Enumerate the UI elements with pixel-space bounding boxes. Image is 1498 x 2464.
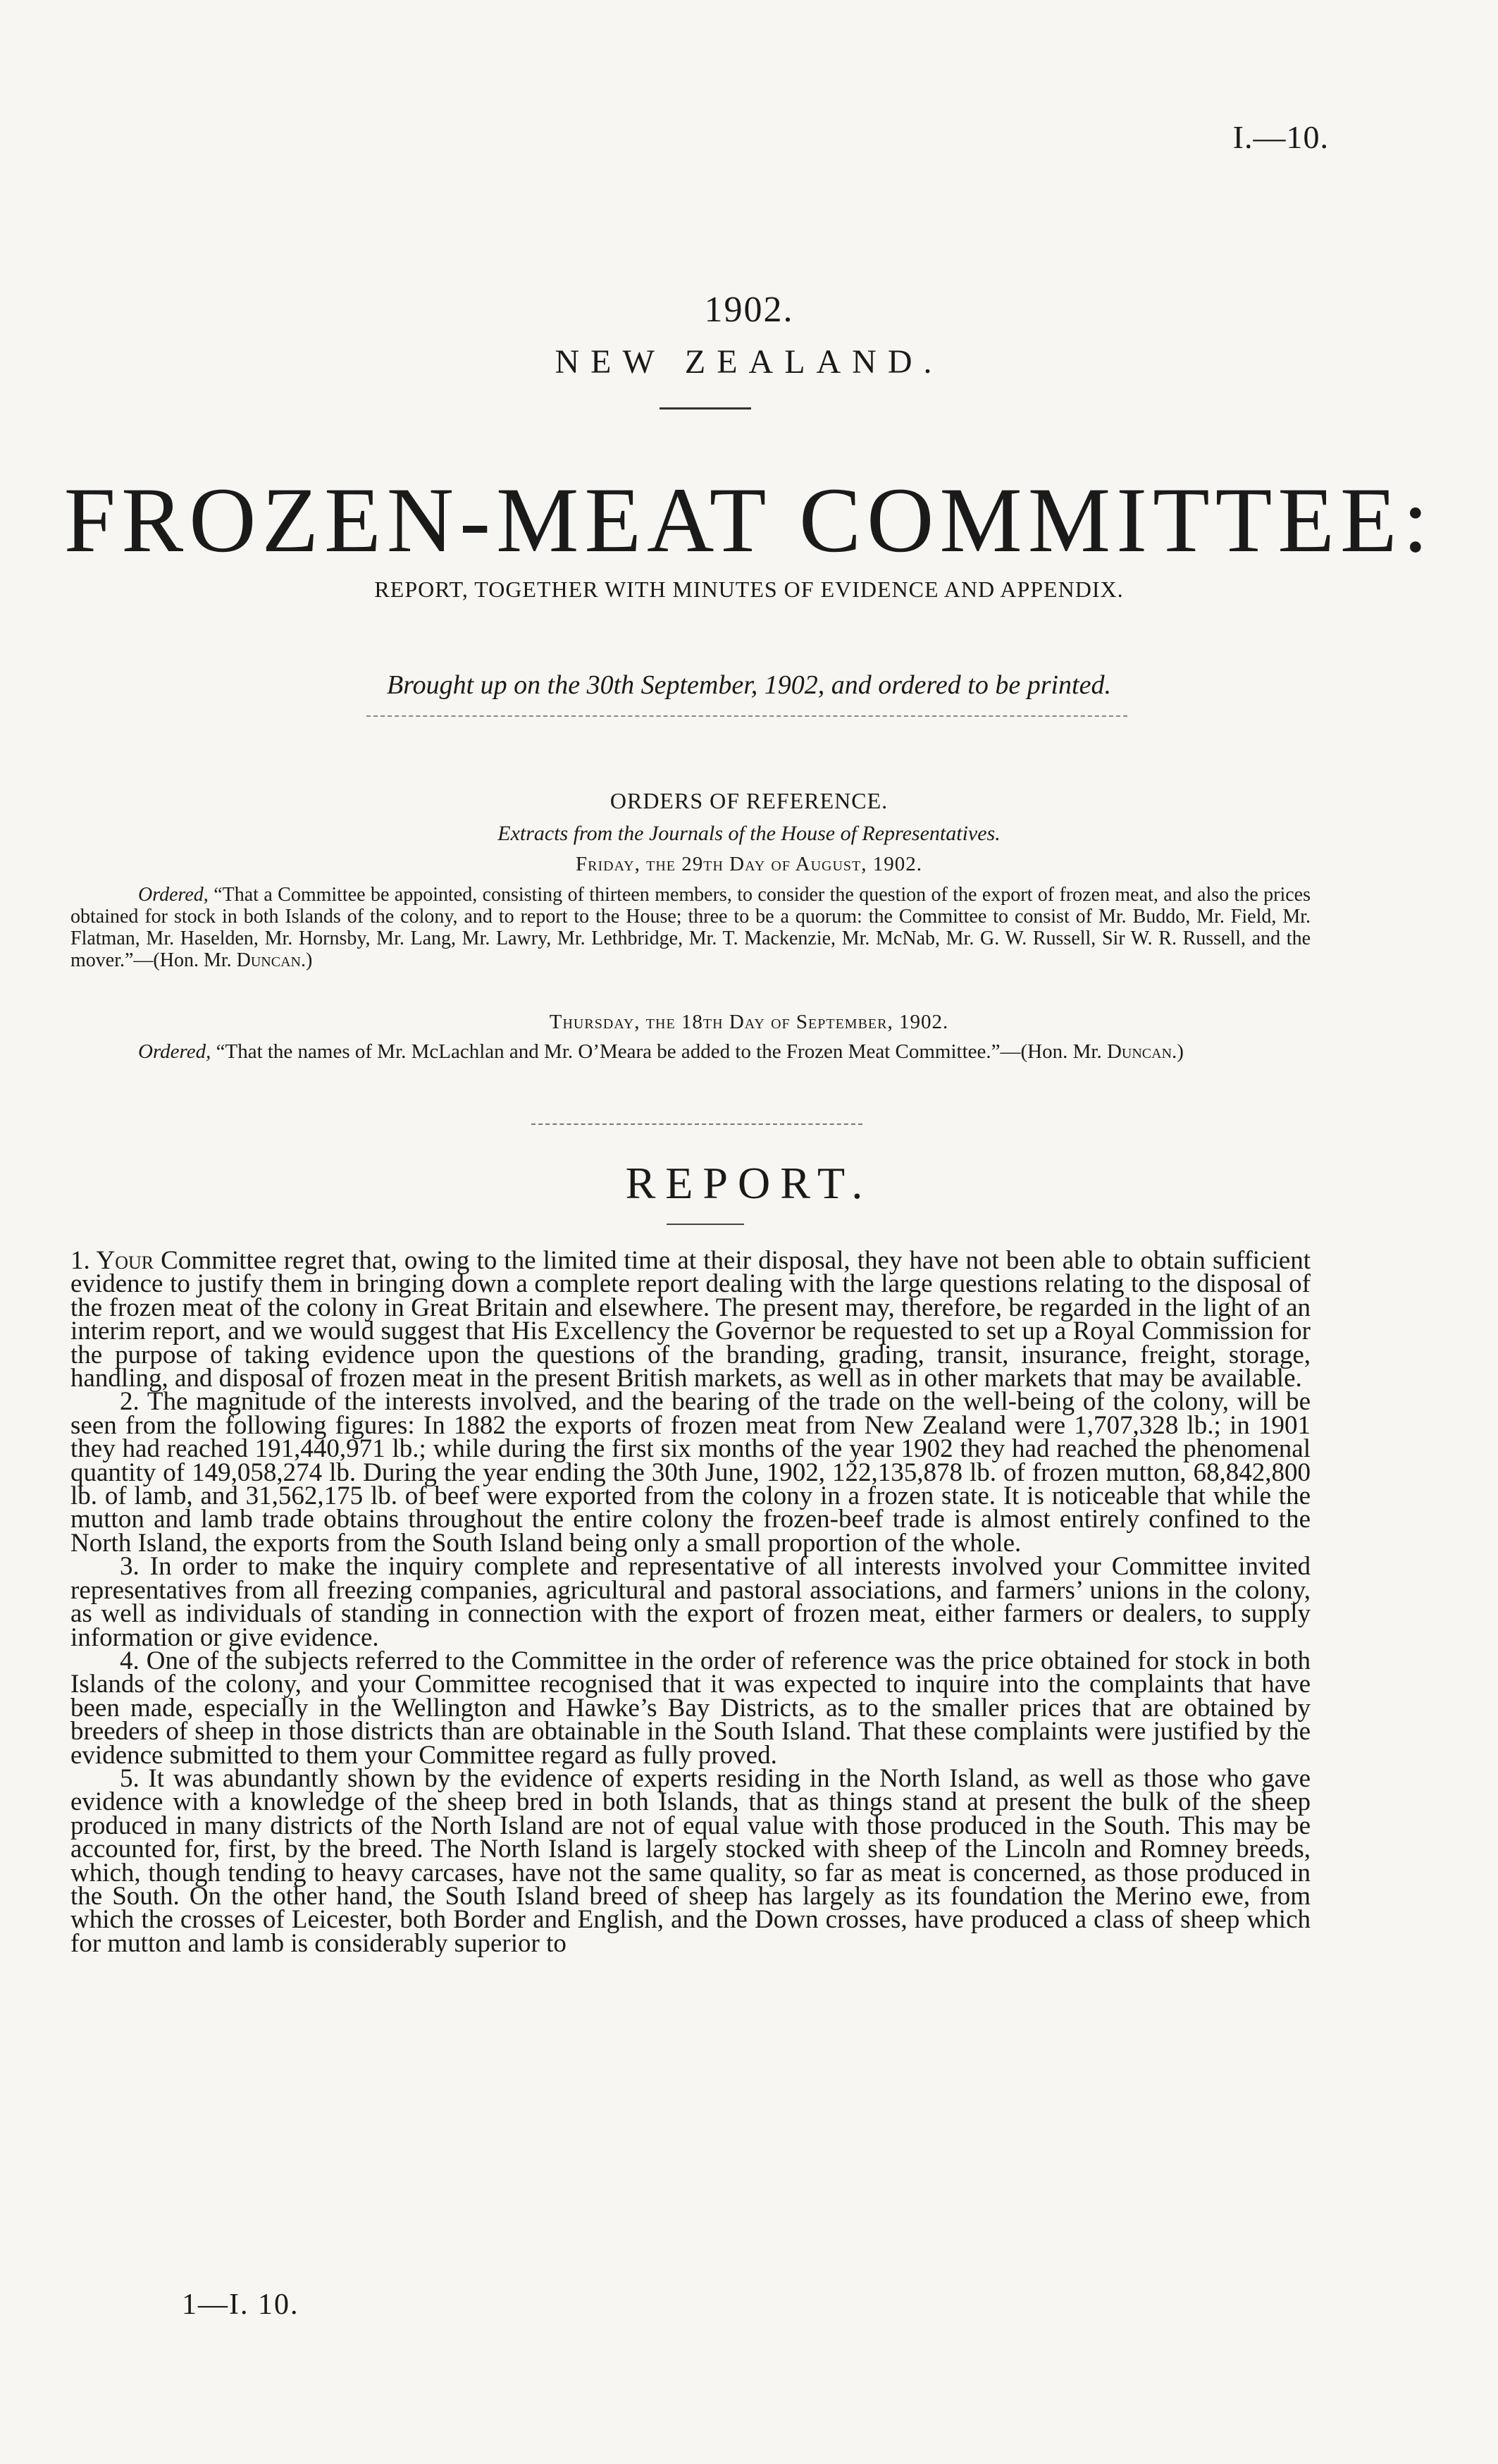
page-title: FROZEN-MEAT COMMITTEE: bbox=[63, 468, 1435, 572]
order-date: Friday, the 29th Day of August, 1902. bbox=[576, 853, 922, 875]
report-paragraph: 3. In order to make the inquiry complete and representative of all interests involved your Committee invited representatives from all freezing companies, agricultural and pastoral associations, and farmers’ unions in the colony, as well as individuals of standing in connection with the export of frozen meat, either farmers or dealers, to supply information or give evidence. bbox=[70, 1552, 1311, 1652]
orders-heading: ORDERS OF REFERENCE. bbox=[609, 788, 889, 813]
report-paragraph bbox=[70, 1246, 1311, 1393]
divider bbox=[667, 1224, 744, 1225]
order-date: Thursday, the 18th Day of September, 1902. bbox=[549, 1011, 949, 1033]
report-paragraph: 5. It was abundantly shown by the evidence of experts residing in the North Island, as well as those who gave evidence with a knowledge of the sheep bred in both Islands, that as things stand at present the bulk of the sheep produced in many districts of the North Island are not of equal value with those produced in the South. This may be accounted for, first, by the breed. The North Island is largely stocked with sheep of the Lincoln and Romney breeds, which, though tending to heavy carcases, have not the same quality, so far as meat is concerned, as those produced in the South. On the other hand, the South Island breed of sheep has largely as its foundation the Merino ewe, from which the crosses of Leicester, both Border and English, and the Down crosses, have produced a class of sheep which for mutton and lamb is considerably superior to bbox=[70, 1763, 1311, 1958]
order-text: “That the names of Mr. McLachlan and Mr. O’Meara be added to the Frozen Meat Committee.”—(Hon. Mr. bbox=[211, 1040, 1107, 1063]
year: 1902. bbox=[704, 290, 794, 330]
country-heading: NEW ZEALAND. bbox=[555, 343, 943, 381]
order-text: “That a Committee be appointed, consisting of thirteen members, to consider the question of the export of frozen meat, and also the prices obtained for stock in both Islands of the colony, and to report to the House; three to be a quorum: the Committee to consist of Mr. Buddo, Mr. Field, Mr. Flatman, Mr. Haselden, Mr. Hornsby, Mr. Lang, Mr. Lawry, Mr. Lethbridge, Mr. T. Mackenzie, Mr. McNab, Mr. G. W. Russell, Sir W. R. Russell, and the mover.”—(Hon. Mr. bbox=[70, 884, 1311, 971]
page-subtitle: REPORT, TOGETHER WITH MINUTES OF EVIDENCE AND APPENDIX. bbox=[374, 577, 1124, 602]
report-paragraph: 4. One of the subjects referred to the Committee in the order of reference was the price obtained for stock in both Islands of the colony, and your Committee recognised that it was expected to inquire into the complaints that have been made, especially in the Wellington and Hawke’s Bay Districts, as to the smaller prices that are obtained by breeders of sheep in those districts than are obtainable in the South Island. That these complaints were justified by the evidence submitted to them your Committee regard as fully proved. bbox=[70, 1646, 1311, 1770]
divider bbox=[660, 407, 751, 409]
report-body bbox=[70, 1246, 1311, 1958]
order-end: .) bbox=[1172, 1040, 1184, 1063]
divider bbox=[531, 1123, 862, 1125]
document-code: I.—10. bbox=[1232, 119, 1329, 155]
printer-signature: 1—I. 10. bbox=[182, 2289, 299, 2321]
order-paragraph bbox=[70, 884, 1311, 971]
report-heading: REPORT. bbox=[625, 1158, 873, 1208]
order-end: .) bbox=[300, 949, 313, 971]
mover-name: Duncan bbox=[236, 949, 301, 971]
ordered-label: Ordered, bbox=[138, 884, 209, 906]
mover-name: Duncan bbox=[1106, 1040, 1172, 1063]
brought-up-note: Brought up on the 30th September, 1902, and ordered to be printed. bbox=[387, 670, 1111, 700]
paragraph-lead: 1. Your bbox=[70, 1246, 154, 1275]
ordered-label: Ordered, bbox=[138, 1040, 211, 1063]
order-paragraph bbox=[70, 1040, 1311, 1063]
extracts-line: Extracts from the Journals of the House of Representatives. bbox=[497, 822, 1001, 845]
divider bbox=[366, 715, 1127, 717]
paragraph-text: Committee regret that, owing to the limited time at their disposal, they have not been able to obtain sufficient evidence to justify them in bringing down a complete report dealing with the large questions relating to the disposal of the frozen meat of the colony in Great Britain and elsewhere. The present may, therefore, be regarded in the light of an interim report, and we would suggest that His Excellency the Governor be requested to set up a Royal Commission for the purpose of taking evidence upon the questions of the branding, grading, transit, insurance, freight, storage, handling, and disposal of frozen meat in the present British markets, as well as in other markets that may be available. bbox=[70, 1246, 1311, 1393]
report-paragraph: 2. The magnitude of the interests involved, and the bearing of the trade on the well-being of the colony, will be seen from the following figures: In 1882 the exports of frozen meat from New Zealand were 1,707,328 lb.; in 1901 they had reached 191,440,971 lb.; while during the first six months of the year 1902 they had reached the phenomenal quantity of 149,058,274 lb. During the year ending the 30th June, 1902, 122,135,878 lb. of frozen mutton, 68,842,800 lb. of lamb, and 31,562,175 lb. of beef were exported from the colony in a frozen state. It is noticeable that while the mutton and lamb trade obtains throughout the entire colony the frozen-beef trade is almost entirely confined to the North Island, the exports from the South Island being only a small proportion of the whole. bbox=[70, 1387, 1311, 1558]
